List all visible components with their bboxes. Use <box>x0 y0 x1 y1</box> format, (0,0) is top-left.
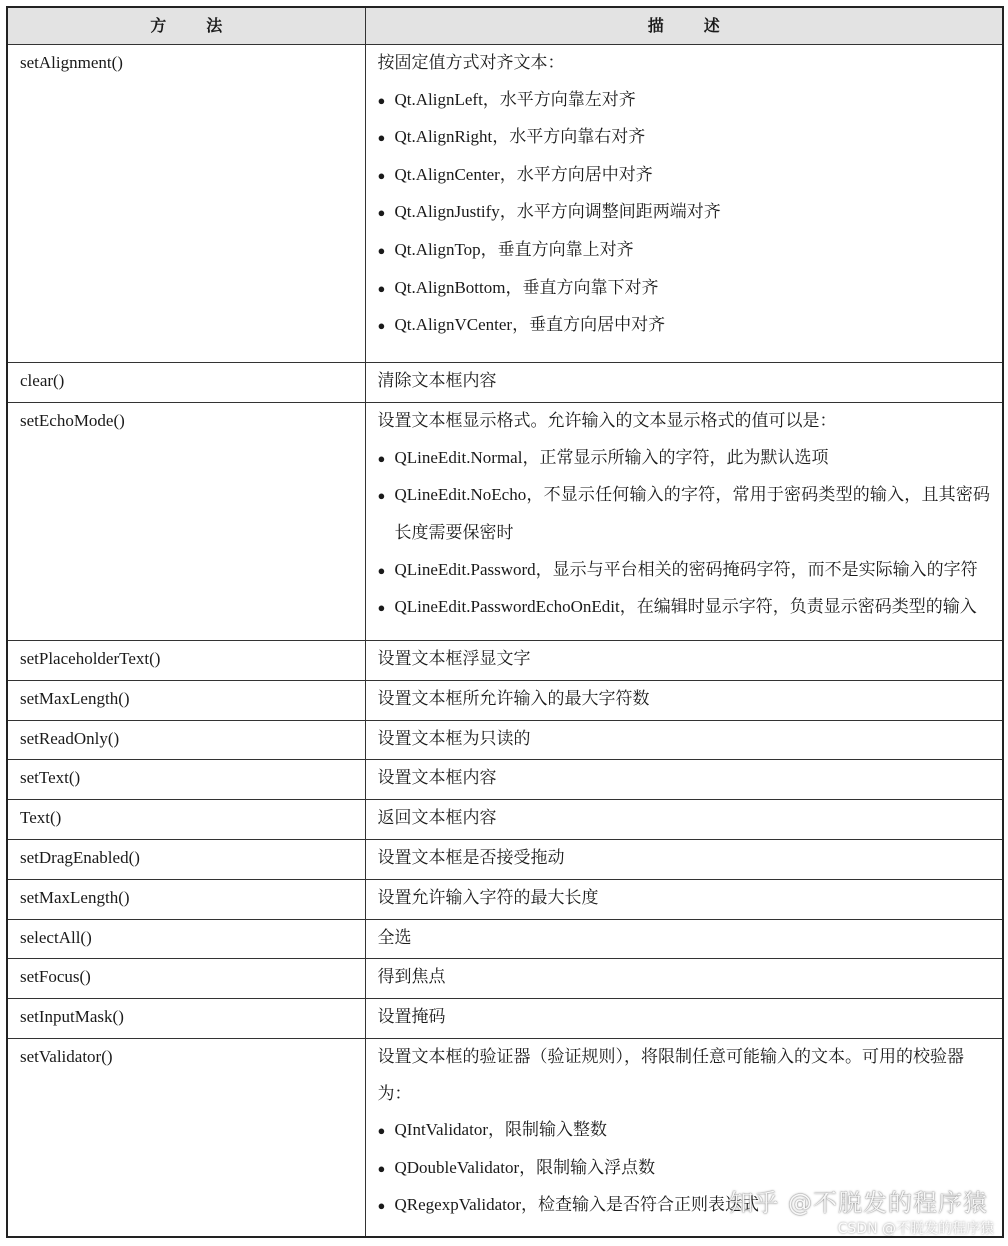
method-name: Text() <box>20 808 62 828</box>
bullet-text: Qt.AlignLeft，水平方向靠左对齐 <box>394 89 636 109</box>
csdn-watermark: CSDN @不脱发的程序猿 <box>837 1221 994 1237</box>
table-row <box>7 760 1003 800</box>
bullet-dot-icon: ● <box>377 205 386 221</box>
bullet-dot-icon: ● <box>377 450 386 466</box>
method-cell <box>7 403 365 641</box>
table-row <box>7 959 1003 999</box>
bullet-item <box>378 270 991 308</box>
bullet-item <box>378 589 991 627</box>
bullet-dot-icon: ● <box>377 280 386 296</box>
table-row <box>7 640 1003 680</box>
bullet-item <box>378 440 991 478</box>
header-desc-char-2: 述 <box>703 16 722 35</box>
description-text: 得到焦点 <box>377 967 446 987</box>
table-header-row <box>7 7 1003 45</box>
header-desc-char-1: 描 <box>647 16 666 35</box>
bullet-dot-icon: ● <box>377 130 386 146</box>
description-cell <box>365 959 1003 999</box>
table-row <box>7 403 1003 641</box>
method-name: setReadOnly() <box>20 728 120 748</box>
bullet-item <box>378 307 991 345</box>
header-method-char-1: 方 <box>150 16 169 35</box>
bullet-text: Qt.AlignBottom，垂直方向靠下对齐 <box>394 277 659 297</box>
method-cell <box>7 640 365 680</box>
method-name: setValidator() <box>20 1046 113 1066</box>
bullet-text: QLineEdit.Normal，正常显示所输入的字符，此为默认选项 <box>394 447 829 467</box>
description-text: 清除文本框内容 <box>377 371 497 391</box>
description-cell <box>365 999 1003 1039</box>
bullet-text: QLineEdit.NoEcho，不显示任何输入的字符，常用于密码类型的输入，且其密码长度需要保密时 <box>394 485 990 542</box>
bullet-text: QRegexpValidator，检查输入是否符合正则表达式 <box>394 1195 760 1215</box>
bullet-item <box>378 119 991 157</box>
method-name: setDragEnabled() <box>20 847 140 867</box>
description-text: 设置文本框为只读的 <box>377 728 531 748</box>
description-cell <box>365 680 1003 720</box>
method-cell <box>7 800 365 840</box>
description-cell <box>365 760 1003 800</box>
method-table-container <box>6 6 1002 1238</box>
description-text: 设置允许输入字符的最大长度 <box>377 887 599 907</box>
method-cell <box>7 720 365 760</box>
description-cell <box>365 363 1003 403</box>
description-text: 设置文本框浮显文字 <box>377 648 531 668</box>
bullet-dot-icon: ● <box>377 488 386 504</box>
method-name: setMaxLength() <box>20 688 130 708</box>
table-row <box>7 720 1003 760</box>
table-row <box>7 999 1003 1039</box>
bullet-dot-icon: ● <box>377 1198 386 1214</box>
table-row <box>7 680 1003 720</box>
table-row <box>7 1038 1003 1237</box>
method-name: selectAll() <box>20 927 92 947</box>
bullet-dot-icon: ● <box>377 1160 386 1176</box>
description-cell <box>365 403 1003 641</box>
description-text: 设置文本框显示格式。允许输入的文本显示格式的值可以是： <box>377 411 837 431</box>
method-cell <box>7 879 365 919</box>
bullet-text: QLineEdit.Password，显示与平台相关的密码掩码字符，而不是实际输入的字符 <box>394 559 978 579</box>
bullet-dot-icon: ● <box>377 92 386 108</box>
bullet-item <box>378 477 991 551</box>
table-row <box>7 45 1003 363</box>
description-cell <box>365 720 1003 760</box>
method-cell <box>7 760 365 800</box>
bullet-text: Qt.AlignRight，水平方向靠右对齐 <box>394 127 646 147</box>
method-name: setInputMask() <box>20 1007 124 1027</box>
description-cell <box>365 45 1003 363</box>
bullet-item <box>378 1150 991 1188</box>
description-cell <box>365 640 1003 680</box>
bullet-dot-icon: ● <box>377 562 386 578</box>
header-method <box>7 7 365 45</box>
bullet-item <box>378 194 991 232</box>
method-name: setMaxLength() <box>20 887 130 907</box>
bullet-text: Qt.AlignVCenter，垂直方向居中对齐 <box>394 315 666 335</box>
bullet-dot-icon: ● <box>377 167 386 183</box>
method-name: setPlaceholderText() <box>20 648 161 668</box>
method-cell <box>7 1038 365 1237</box>
bullet-text: QIntValidator，限制输入整数 <box>394 1120 607 1140</box>
description-cell <box>365 800 1003 840</box>
method-cell <box>7 839 365 879</box>
method-cell <box>7 959 365 999</box>
bullet-dot-icon: ● <box>377 1123 386 1139</box>
method-name: setAlignment() <box>20 53 123 72</box>
method-cell <box>7 919 365 959</box>
method-cell <box>7 680 365 720</box>
description-text: 返回文本框内容 <box>377 808 497 828</box>
method-cell <box>7 363 365 403</box>
bullet-text: QLineEdit.PasswordEchoOnEdit，在编辑时显示字符，负责显示密码类型的输入 <box>394 597 977 617</box>
bullet-item <box>378 552 991 590</box>
method-name: setFocus() <box>20 967 91 987</box>
bullet-item <box>378 82 991 120</box>
method-name: clear() <box>20 371 65 391</box>
table-row <box>7 839 1003 879</box>
table-row <box>7 919 1003 959</box>
bullet-dot-icon: ● <box>377 318 386 334</box>
method-cell <box>7 45 365 363</box>
zhihu-watermark: 知乎 @不脱发的程序猿 <box>729 1189 988 1217</box>
method-table <box>6 6 1004 1238</box>
description-text: 设置文本框所允许输入的最大字符数 <box>377 688 650 708</box>
bullet-text: QDoubleValidator，限制输入浮点数 <box>394 1157 656 1177</box>
description-text: 设置文本框内容 <box>377 768 497 788</box>
method-name: setEchoMode() <box>20 411 125 431</box>
bullet-text: Qt.AlignTop，垂直方向靠上对齐 <box>394 239 634 259</box>
bullet-item <box>378 1112 991 1150</box>
bullet-item <box>378 1187 991 1225</box>
table-row <box>7 800 1003 840</box>
bullet-text: Qt.AlignCenter，水平方向居中对齐 <box>394 164 653 184</box>
description-cell <box>365 879 1003 919</box>
table-row <box>7 879 1003 919</box>
description-text: 设置文本框的验证器（验证规则），将限制任意可能输入的文本。可用的校验器为： <box>377 1046 964 1103</box>
description-text: 全选 <box>377 927 412 947</box>
table-body <box>7 45 1003 1238</box>
description-text: 设置文本框是否接受拖动 <box>377 847 565 867</box>
table-row <box>7 363 1003 403</box>
header-method-char-2: 法 <box>206 16 225 35</box>
bullet-dot-icon: ● <box>377 600 386 616</box>
bullet-dot-icon: ● <box>377 242 386 258</box>
description-cell <box>365 919 1003 959</box>
bullet-item <box>378 232 991 270</box>
description-text: 按固定值方式对齐文本： <box>377 53 565 72</box>
description-cell <box>365 839 1003 879</box>
header-description <box>365 7 1003 45</box>
bullet-item <box>378 157 991 195</box>
description-cell <box>365 1038 1003 1237</box>
description-text: 设置掩码 <box>377 1007 446 1027</box>
method-cell <box>7 999 365 1039</box>
method-name: setText() <box>20 768 81 788</box>
bullet-text: Qt.AlignJustify，水平方向调整间距两端对齐 <box>394 202 721 222</box>
